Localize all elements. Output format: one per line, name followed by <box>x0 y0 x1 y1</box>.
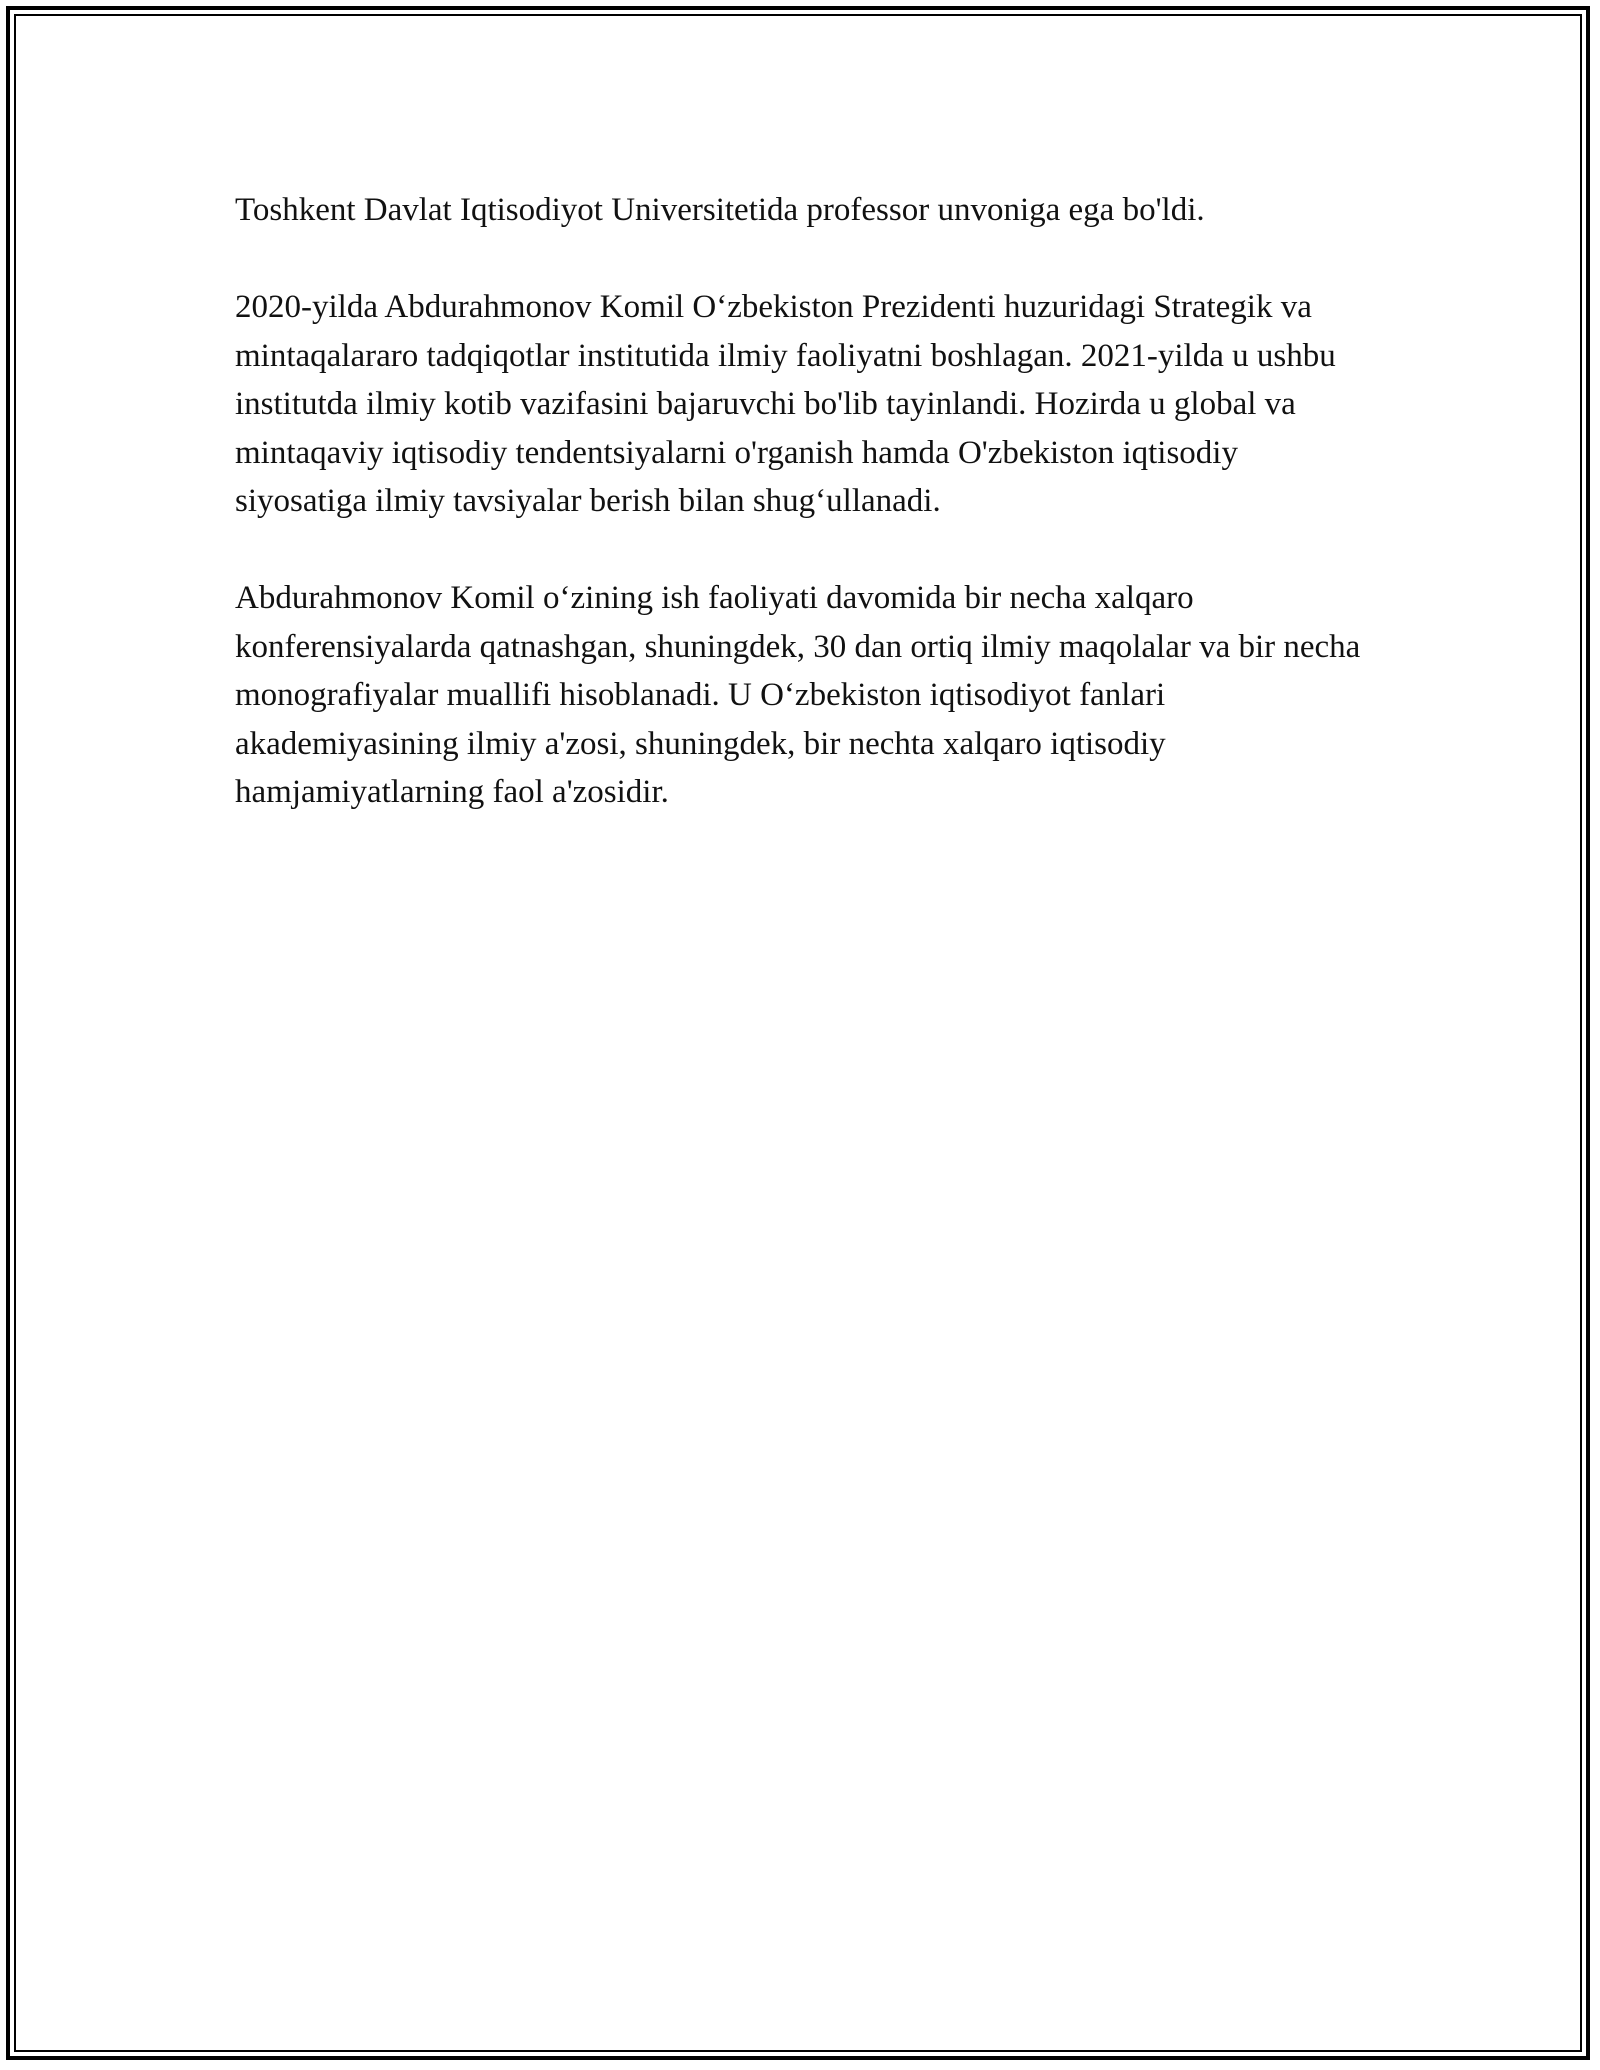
paragraph-institute-career: 2020-yilda Abdurahmonov Komil O‘zbekiston Prezidenti huzuridagi Strategik va mintaqalararo tadqiqotlar institutida ilmiy faoliyatni boshlagan. 2021-yilda u ushbu institutda ilmiy kotib vazifasini bajaruvchi bo'lib tayinlandi. Hozirda u global va mintaqaviy iqtisodiy tendentsiyalarni o'rganish hamda O'zbekiston iqtisodiy siyosatiga ilmiy tavsiyalar berish bilan shug‘ullanadi. <box>235 289 1336 519</box>
paragraph-professor-title: Toshkent Davlat Iqtisodiyot Universitetida professor unvoniga ega bo'ldi. <box>235 192 1205 228</box>
document-body <box>235 186 1365 865</box>
paragraph-publications-membership: Abdurahmonov Komil o‘zining ish faoliyati davomida bir necha xalqaro konferensiyalarda qatnashgan, shuningdek, 30 dan ortiq ilmiy maqolalar va bir necha monografiyalar muallifi hisoblanadi. U O‘zbekiston iqtisodiyot fanlari akademiyasining ilmiy a'zosi, shuningdek, bir nechta xalqaro iqtisodiy hamjamiyatlarning faol a'zosidir. <box>235 580 1361 810</box>
